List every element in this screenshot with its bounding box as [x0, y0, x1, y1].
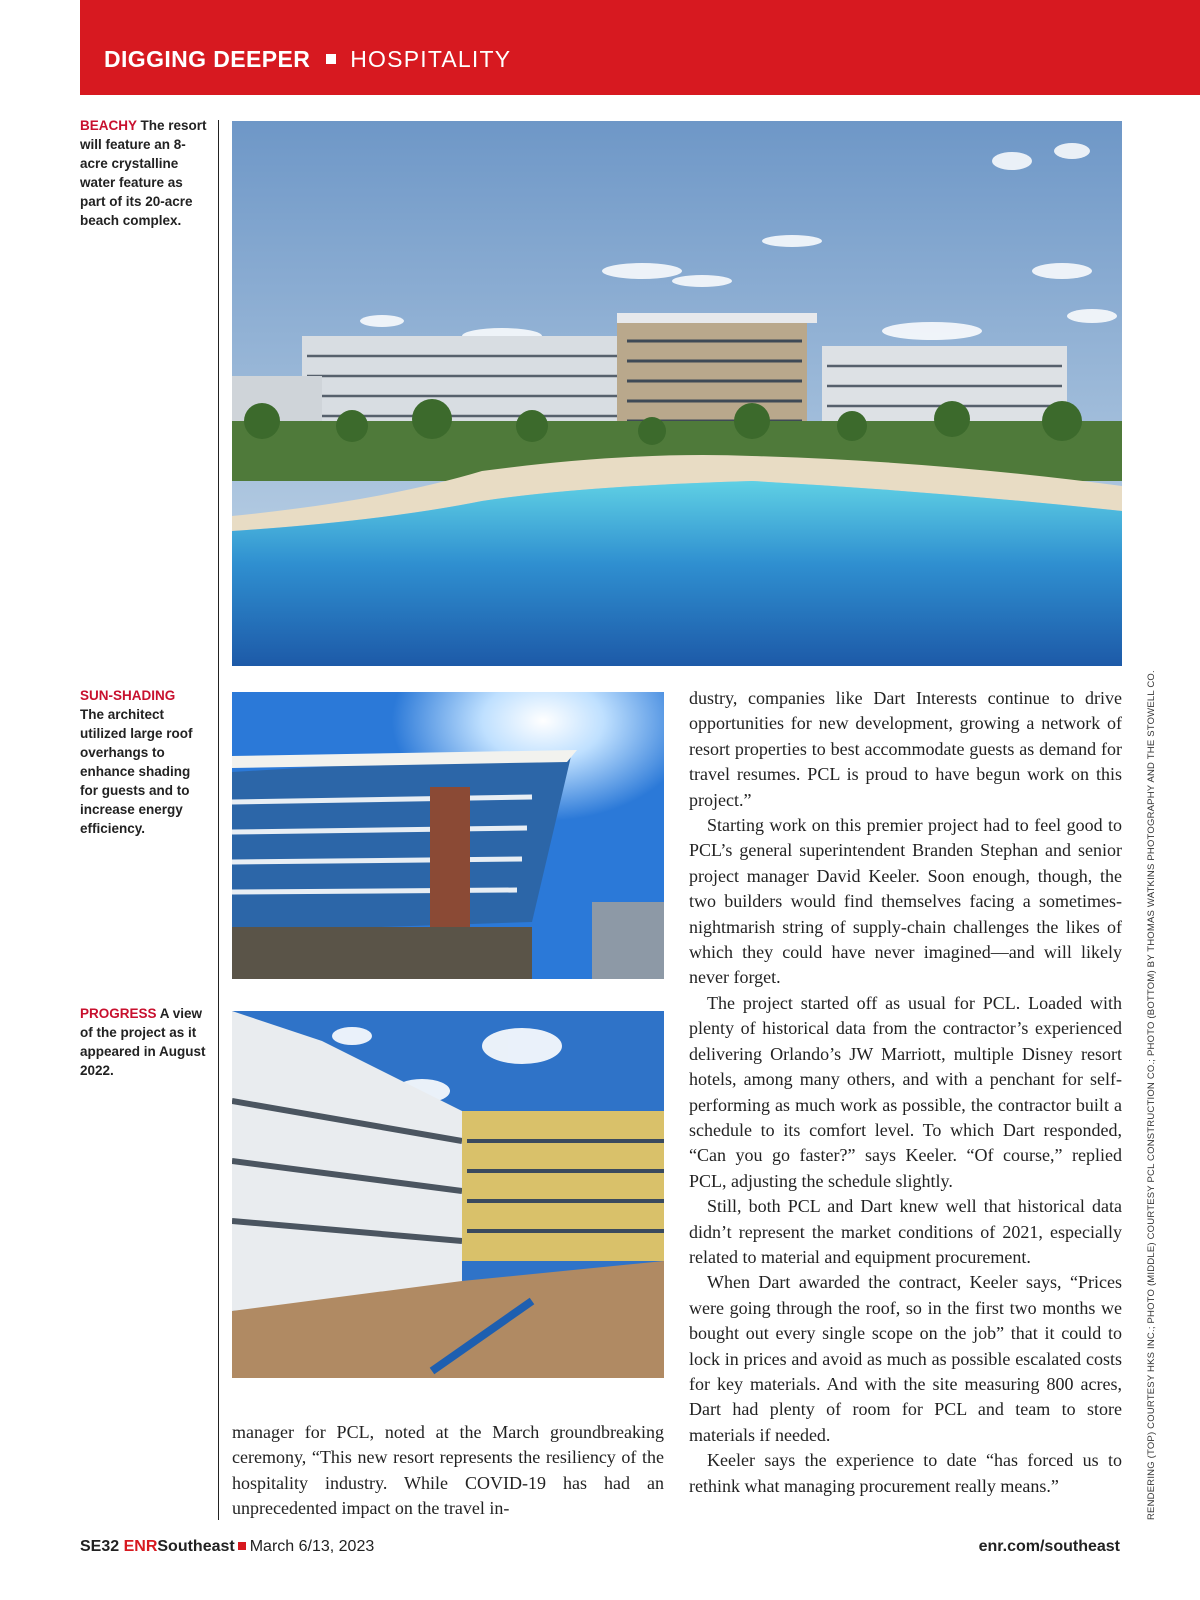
caption-kicker: PROGRESS — [80, 1006, 157, 1021]
caption-progress — [80, 1004, 208, 1080]
column-divider — [218, 120, 219, 1520]
caption-beachy — [80, 116, 208, 230]
sun-shading-photo — [232, 692, 664, 979]
progress-photo — [232, 1011, 664, 1378]
article-paragraph: Starting work on this premier project had to feel good to PCL’s general superintendent Branden Stephan and senior project manager David Keeler. Soon enough, though, the two builders would find themselves facing a sometimes-nightmarish string of supply-chain challenges the likes of which they could have never imagined—and will likely never forget. — [689, 815, 1122, 988]
photo-credit: RENDERING (TOP) COURTESY HKS INC.; PHOTO (MIDDLE) COURTESY PCL CONSTRUCTION CO.; PHOTO (BOTTOM) BY THOMAS WATKINS PHOTOGRAPHY AND THE STOWELL CO. — [1146, 670, 1157, 1520]
section-header-title — [104, 46, 511, 73]
article-paragraph: Still, both PCL and Dart knew well that historical data didn’t represent the market conditions of 2021, especially related to material and equipment procurement. — [689, 1196, 1122, 1267]
separator-square-icon — [326, 54, 336, 64]
article-paragraph: manager for PCL, noted at the March groundbreaking ceremony, “This new resort represents the resiliency of the hospitality industry. While COVID-19 has had an unprecedented impact on the travel in- — [232, 1422, 664, 1519]
resort-rendering-photo — [232, 121, 1122, 666]
footer-url[interactable]: enr.com/southeast — [978, 1538, 1120, 1555]
page-number: SE32 — [80, 1538, 120, 1555]
caption-kicker: BEACHY — [80, 118, 137, 133]
article-paragraph: When Dart awarded the contract, Keeler says, “Prices were going through the roof, so in the first two months we bought out every single scope on the job” that it could to lock in prices and avoid as much as possible escalated costs for key materials. And with the site measuring 800 acres, Dart had plenty of room for PCL and team to store materials if needed. — [689, 1272, 1122, 1445]
brand-enr: ENR — [123, 1538, 158, 1555]
footer-left — [80, 1538, 374, 1556]
issue-date: March 6/13, 2023 — [249, 1538, 375, 1555]
caption-text: The resort will feature an 8-acre crystalline water feature as part of its 20-acre beach complex. — [80, 118, 207, 228]
caption-text: A view of the project as it appeared in August 2022. — [80, 1006, 206, 1078]
subsection-label: HOSPITALITY — [350, 46, 512, 72]
article-left-column — [232, 1420, 664, 1522]
section-header-bar — [80, 0, 1200, 95]
footer-square-icon — [238, 1542, 246, 1550]
article-paragraph: dustry, companies like Dart Interests continue to drive opportunities for new development, growing a network of resort properties to best accommodate guests as demand for travel resumes. PCL is proud to have begun work on this project.” — [689, 688, 1122, 810]
article-paragraph: The project started off as usual for PCL. Loaded with plenty of historical data from the contractor’s experienced delivering Orlando’s JW Marriott, multiple Disney resort hotels, among many others, and with a penchant for self-performing as much work as possible, the contractor built a schedule to its comfort level. To which Dart responded, “Can you go faster?” says Keeler. “Of course,” replied PCL, adjusting the schedule slightly. — [689, 992, 1122, 1191]
article-paragraph: Keeler says the experience to date “has forced us to rethink what managing procurement really means.” — [689, 1450, 1122, 1496]
brand-southeast: Southeast — [157, 1538, 235, 1555]
caption-kicker: SUN-SHADING — [80, 688, 176, 703]
article-right-column — [689, 686, 1122, 1499]
section-label: DIGGING DEEPER — [104, 46, 311, 72]
caption-sun-shading — [80, 686, 208, 838]
caption-text: The architect utilized large roof overhangs to enhance shading for guests and to increase energy efficiency. — [80, 707, 193, 836]
